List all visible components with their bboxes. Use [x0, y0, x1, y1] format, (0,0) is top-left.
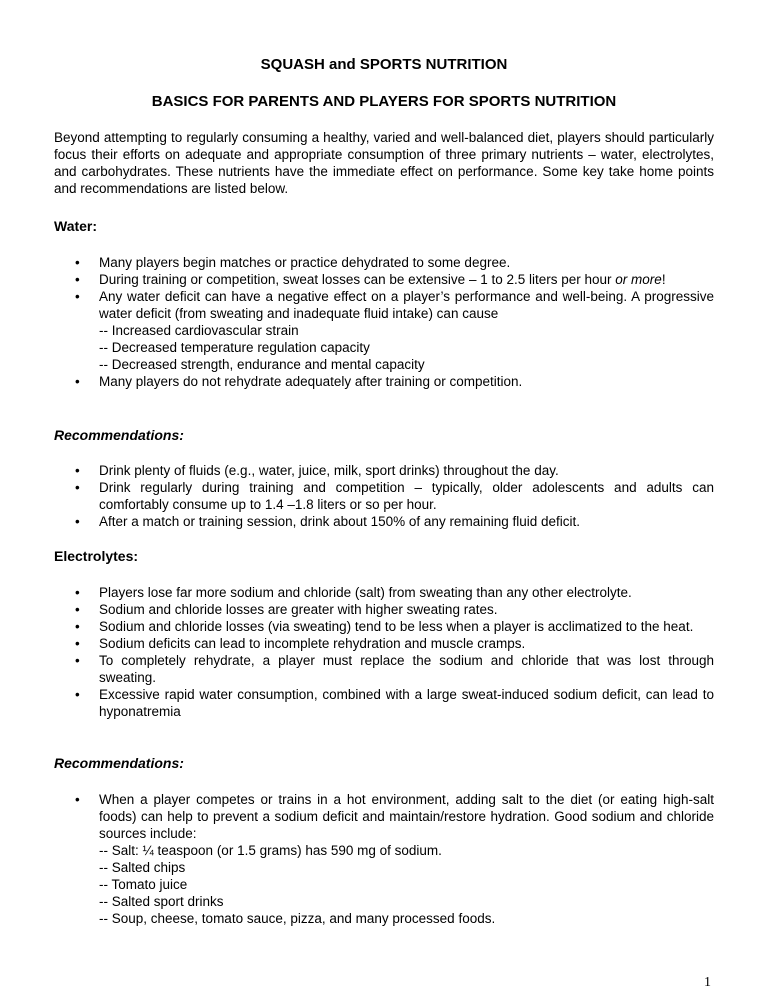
recommendations-heading-1: Recommendations: — [54, 427, 184, 443]
sub-item: -- Salted chips — [99, 860, 186, 875]
list-item — [54, 271, 714, 288]
sub-item: -- Decreased strength, endurance and mental capacity — [99, 357, 425, 372]
document-subtitle: BASICS FOR PARENTS AND PLAYERS FOR SPORTS NUTRITION — [151, 93, 617, 110]
list-item — [54, 791, 714, 927]
electrolytes-list — [54, 584, 714, 720]
list-item-text: Any water deficit can have a negative effect on a player’s performance and well-being. A progressive water deficit (from sweating and inadequate fluid intake) can cause — [99, 289, 714, 321]
recommendations-list-2 — [54, 791, 714, 927]
sub-item: -- Tomato juice — [99, 877, 188, 892]
intro-paragraph: Beyond attempting to regularly consuming a healthy, varied and well-balanced diet, players should particularly focus their efforts on adequate and appropriate consumption of three primary nutrients – water, electrolytes, and carbohydrates. These nutrients have the immediate effect on performance. Some key take home points and recommendations are listed below. — [54, 130, 714, 196]
list-item: • Drink regularly during training and competition – typically, older adolescents and adults can comfortably consume up to 1.4 –1.8 liters or so per hour. — [54, 479, 714, 513]
document-title: SQUASH and SPORTS NUTRITION — [260, 56, 508, 73]
water-list — [54, 254, 714, 390]
list-item-text: During training or competition, sweat losses can be extensive – 1 to 2.5 liters per hour — [99, 272, 612, 287]
list-item: • Drink plenty of fluids (e.g., water, juice, milk, sport drinks) throughout the day. — [54, 462, 714, 479]
list-item-tail: ! — [661, 272, 666, 287]
list-item: • After a match or training session, drink about 150% of any remaining fluid deficit. — [54, 513, 714, 530]
page-number: 1 — [704, 975, 711, 990]
list-item: • To completely rehydrate, a player must replace the sodium and chloride that was lost through sweating. — [54, 652, 714, 686]
emphasis-text: or more — [615, 272, 662, 287]
sub-item: -- Decreased temperature regulation capacity — [99, 340, 370, 355]
recommendations-list-1 — [54, 462, 714, 530]
sub-item: -- Salted sport drinks — [99, 894, 224, 909]
list-item — [54, 288, 714, 373]
list-item: • Players lose far more sodium and chloride (salt) from sweating than any other electrolyte. — [54, 584, 714, 601]
sub-item: -- Salt: ¼ teaspoon (or 1.5 grams) has 590 mg of sodium. — [99, 843, 442, 858]
list-item: • Sodium and chloride losses are greater with higher sweating rates. — [54, 601, 714, 618]
list-item: • Many players begin matches or practice dehydrated to some degree. — [54, 254, 714, 271]
list-item: • Many players do not rehydrate adequately after training or competition. — [54, 373, 714, 390]
list-item: • Sodium and chloride losses (via sweating) tend to be less when a player is acclimatized to the heat. — [54, 618, 714, 635]
list-item: • Sodium deficits can lead to incomplete rehydration and muscle cramps. — [54, 635, 714, 652]
water-heading: Water: — [54, 218, 98, 234]
recommendations-heading-2: Recommendations: — [54, 755, 184, 771]
list-item-text: When a player competes or trains in a hot environment, adding salt to the diet (or eating high-salt foods) can help to prevent a sodium deficit and maintain/restore hydration. Good sodium and chloride sources include: — [99, 792, 714, 841]
electrolytes-heading: Electrolytes: — [54, 548, 139, 564]
sub-item: -- Increased cardiovascular strain — [99, 323, 299, 338]
list-item: • Excessive rapid water consumption, combined with a large sweat-induced sodium deficit, can lead to hyponatremia — [54, 686, 714, 720]
sub-item: -- Soup, cheese, tomato sauce, pizza, and many processed foods. — [99, 911, 496, 926]
